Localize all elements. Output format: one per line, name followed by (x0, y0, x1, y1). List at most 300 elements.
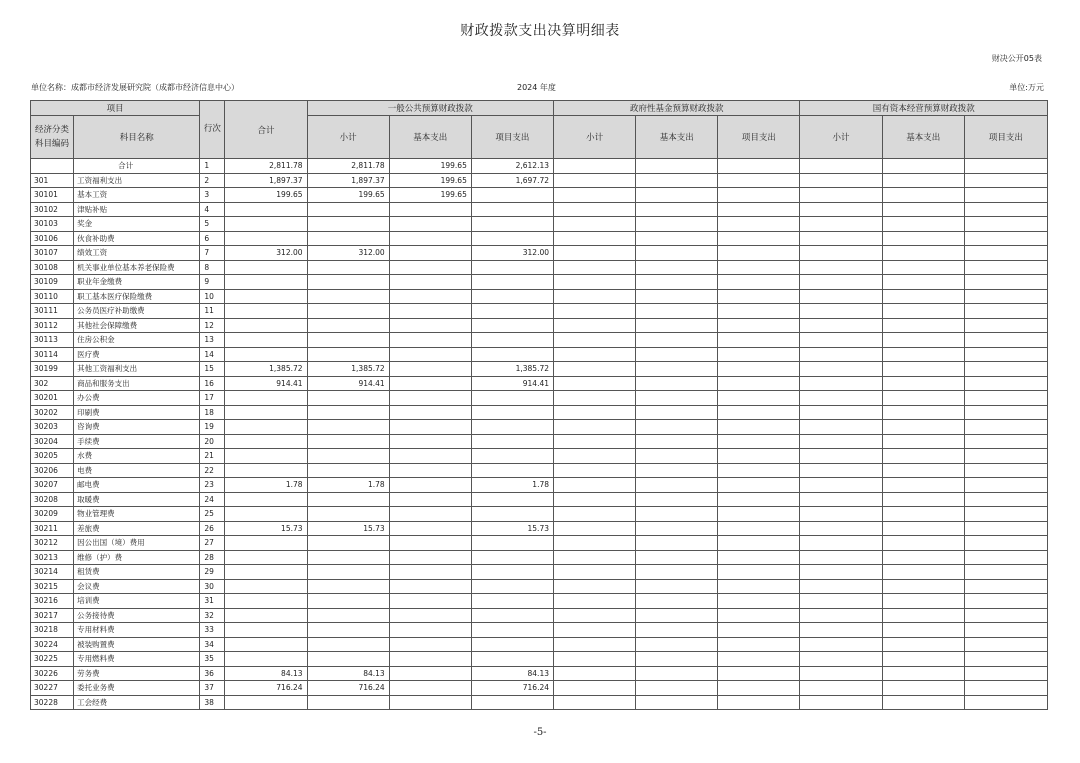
row-general-subtotal (307, 289, 389, 304)
row-total (225, 550, 307, 565)
row-capital-project (964, 565, 1047, 580)
row-total: 199.65 (225, 188, 307, 203)
row-total: 1,385.72 (225, 362, 307, 377)
row-capital-basic (882, 420, 964, 435)
row-fund-basic (636, 173, 718, 188)
row-capital-subtotal (800, 159, 882, 174)
row-capital-subtotal (800, 173, 882, 188)
row-general-project (471, 260, 553, 275)
row-capital-basic (882, 449, 964, 464)
row-general-basic (389, 637, 471, 652)
table-row (31, 637, 1048, 652)
header-capital-project: 项目支出 (964, 116, 1047, 159)
row-number: 26 (200, 521, 225, 536)
row-capital-basic (882, 202, 964, 217)
row-general-subtotal (307, 333, 389, 348)
row-fund-subtotal (554, 695, 636, 710)
row-general-project (471, 652, 553, 667)
row-name: 基本工资 (74, 188, 200, 203)
header-general-basic: 基本支出 (389, 116, 471, 159)
row-total: 914.41 (225, 376, 307, 391)
row-general-project (471, 434, 553, 449)
row-fund-subtotal (554, 391, 636, 406)
row-general-basic (389, 449, 471, 464)
header-general-project: 项目支出 (471, 116, 553, 159)
row-fund-subtotal (554, 376, 636, 391)
table-row (31, 376, 1048, 391)
table-row (31, 565, 1048, 580)
row-total (225, 202, 307, 217)
table-body (31, 159, 1048, 710)
row-name: 商品和服务支出 (74, 376, 200, 391)
table-row (31, 463, 1048, 478)
row-general-basic (389, 347, 471, 362)
row-capital-subtotal (800, 376, 882, 391)
row-code (31, 159, 74, 174)
row-general-basic (389, 478, 471, 493)
row-general-basic (389, 594, 471, 609)
row-fund-subtotal (554, 275, 636, 290)
row-general-subtotal: 1.78 (307, 478, 389, 493)
row-fund-basic (636, 376, 718, 391)
row-name: 专用材料费 (74, 623, 200, 638)
row-fund-subtotal (554, 173, 636, 188)
row-name: 维修（护）费 (74, 550, 200, 565)
row-general-project: 312.00 (471, 246, 553, 261)
row-fund-basic (636, 637, 718, 652)
row-general-basic (389, 579, 471, 594)
row-fund-basic (636, 579, 718, 594)
expenditure-table (30, 100, 1048, 710)
row-general-project (471, 391, 553, 406)
row-total (225, 579, 307, 594)
row-fund-subtotal (554, 565, 636, 580)
row-total: 312.00 (225, 246, 307, 261)
row-total (225, 594, 307, 609)
row-general-subtotal: 312.00 (307, 246, 389, 261)
row-general-basic (389, 695, 471, 710)
header-capital-basic: 基本支出 (882, 116, 964, 159)
row-general-project (471, 536, 553, 551)
row-code: 30107 (31, 246, 74, 261)
form-number: 财决公开05表 (991, 54, 1042, 63)
row-number: 9 (200, 275, 225, 290)
row-number: 21 (200, 449, 225, 464)
row-code: 30216 (31, 594, 74, 609)
row-total (225, 652, 307, 667)
row-general-basic (389, 565, 471, 580)
row-code: 30228 (31, 695, 74, 710)
row-number: 6 (200, 231, 225, 246)
row-capital-subtotal (800, 681, 882, 696)
header-fund-subtotal: 小计 (554, 116, 636, 159)
row-capital-subtotal (800, 289, 882, 304)
row-general-basic (389, 550, 471, 565)
row-general-project: 15.73 (471, 521, 553, 536)
row-general-basic (389, 608, 471, 623)
row-name: 差旅费 (74, 521, 200, 536)
row-general-subtotal (307, 463, 389, 478)
row-general-subtotal (307, 231, 389, 246)
row-number: 27 (200, 536, 225, 551)
header-row-no: 行次 (200, 101, 225, 159)
row-fund-basic (636, 217, 718, 232)
row-code: 30111 (31, 304, 74, 319)
row-fund-basic (636, 594, 718, 609)
row-total (225, 405, 307, 420)
page-number: -5- (533, 727, 547, 738)
row-number: 23 (200, 478, 225, 493)
row-fund-subtotal (554, 260, 636, 275)
row-fund-subtotal (554, 507, 636, 522)
row-fund-project (718, 579, 800, 594)
row-fund-subtotal (554, 652, 636, 667)
row-general-basic (389, 289, 471, 304)
row-total (225, 623, 307, 638)
row-name: 被装购置费 (74, 637, 200, 652)
row-general-project (471, 217, 553, 232)
table-row (31, 507, 1048, 522)
table-row (31, 652, 1048, 667)
table-row (31, 289, 1048, 304)
row-general-project (471, 463, 553, 478)
row-general-subtotal (307, 536, 389, 551)
row-general-basic (389, 492, 471, 507)
row-general-project (471, 333, 553, 348)
report-meta (31, 82, 1048, 94)
row-general-project (471, 637, 553, 652)
row-capital-basic (882, 695, 964, 710)
row-name: 住房公积金 (74, 333, 200, 348)
row-fund-basic (636, 695, 718, 710)
row-code: 30108 (31, 260, 74, 275)
row-code: 30217 (31, 608, 74, 623)
row-fund-subtotal (554, 333, 636, 348)
row-capital-basic (882, 666, 964, 681)
row-number: 18 (200, 405, 225, 420)
row-capital-basic (882, 463, 964, 478)
row-fund-basic (636, 623, 718, 638)
row-capital-subtotal (800, 347, 882, 362)
row-capital-project (964, 376, 1047, 391)
row-capital-basic (882, 188, 964, 203)
row-fund-basic (636, 159, 718, 174)
row-general-basic (389, 260, 471, 275)
row-fund-subtotal (554, 594, 636, 609)
row-capital-subtotal (800, 231, 882, 246)
row-fund-subtotal (554, 362, 636, 377)
row-total (225, 260, 307, 275)
row-general-subtotal (307, 304, 389, 319)
row-capital-basic (882, 275, 964, 290)
row-capital-project (964, 550, 1047, 565)
row-capital-basic (882, 550, 964, 565)
row-number: 20 (200, 434, 225, 449)
row-number: 34 (200, 637, 225, 652)
row-total (225, 608, 307, 623)
row-general-project (471, 188, 553, 203)
row-fund-subtotal (554, 304, 636, 319)
row-capital-project (964, 449, 1047, 464)
row-capital-subtotal (800, 217, 882, 232)
row-general-basic: 199.65 (389, 159, 471, 174)
row-fund-basic (636, 318, 718, 333)
row-general-project: 716.24 (471, 681, 553, 696)
row-fund-project (718, 420, 800, 435)
row-number: 33 (200, 623, 225, 638)
row-general-subtotal: 199.65 (307, 188, 389, 203)
row-capital-project (964, 362, 1047, 377)
row-fund-project (718, 521, 800, 536)
header-fund-project: 项目支出 (718, 116, 800, 159)
row-name: 委托业务费 (74, 681, 200, 696)
row-fund-subtotal (554, 188, 636, 203)
row-number: 3 (200, 188, 225, 203)
row-capital-subtotal (800, 521, 882, 536)
table-row (31, 681, 1048, 696)
table-row (31, 594, 1048, 609)
row-fund-subtotal (554, 681, 636, 696)
row-fund-project (718, 304, 800, 319)
row-general-basic (389, 405, 471, 420)
row-code: 30213 (31, 550, 74, 565)
row-fund-basic (636, 536, 718, 551)
row-general-project (471, 275, 553, 290)
table-row (31, 202, 1048, 217)
row-capital-basic (882, 159, 964, 174)
row-fund-subtotal (554, 623, 636, 638)
table-row (31, 623, 1048, 638)
row-name: 职工基本医疗保险缴费 (74, 289, 200, 304)
row-capital-basic (882, 217, 964, 232)
row-capital-basic (882, 652, 964, 667)
header-gov-fund-budget: 政府性基金预算财政拨款 (554, 101, 800, 116)
row-code: 30201 (31, 391, 74, 406)
header-code: 经济分类科目编码 (31, 116, 74, 159)
row-capital-basic (882, 362, 964, 377)
row-general-subtotal: 15.73 (307, 521, 389, 536)
header-general-budget: 一般公共预算财政拨款 (307, 101, 553, 116)
row-capital-project (964, 666, 1047, 681)
row-general-subtotal (307, 565, 389, 580)
row-total: 1,897.37 (225, 173, 307, 188)
row-capital-basic (882, 623, 964, 638)
row-fund-project (718, 637, 800, 652)
row-fund-basic (636, 434, 718, 449)
row-fund-subtotal (554, 231, 636, 246)
row-capital-subtotal (800, 333, 882, 348)
row-name: 邮电费 (74, 478, 200, 493)
row-code: 30211 (31, 521, 74, 536)
row-code: 30114 (31, 347, 74, 362)
row-name: 津贴补贴 (74, 202, 200, 217)
row-fund-basic (636, 478, 718, 493)
row-fund-subtotal (554, 420, 636, 435)
row-name: 劳务费 (74, 666, 200, 681)
table-row (31, 579, 1048, 594)
row-capital-subtotal (800, 246, 882, 261)
row-number: 28 (200, 550, 225, 565)
row-capital-subtotal (800, 623, 882, 638)
row-number: 38 (200, 695, 225, 710)
row-fund-basic (636, 362, 718, 377)
row-capital-subtotal (800, 478, 882, 493)
row-general-subtotal (307, 318, 389, 333)
row-capital-project (964, 159, 1047, 174)
row-general-project (471, 550, 553, 565)
row-fund-subtotal (554, 666, 636, 681)
row-capital-subtotal (800, 507, 882, 522)
row-capital-subtotal (800, 318, 882, 333)
header-general-subtotal: 小计 (307, 116, 389, 159)
row-general-project (471, 565, 553, 580)
row-general-subtotal: 716.24 (307, 681, 389, 696)
row-fund-project (718, 536, 800, 551)
currency-unit: 单位:万元 (1009, 83, 1044, 92)
row-capital-basic (882, 637, 964, 652)
row-capital-subtotal (800, 420, 882, 435)
row-total: 15.73 (225, 521, 307, 536)
row-general-project (471, 318, 553, 333)
row-name: 因公出国（境）费用 (74, 536, 200, 551)
row-general-project: 1,385.72 (471, 362, 553, 377)
row-fund-basic (636, 492, 718, 507)
row-fund-basic (636, 260, 718, 275)
row-fund-basic (636, 202, 718, 217)
row-code: 30110 (31, 289, 74, 304)
row-general-basic (389, 333, 471, 348)
row-general-subtotal (307, 260, 389, 275)
row-capital-project (964, 304, 1047, 319)
row-general-basic (389, 521, 471, 536)
row-total (225, 391, 307, 406)
row-capital-subtotal (800, 565, 882, 580)
row-capital-basic (882, 492, 964, 507)
row-number: 4 (200, 202, 225, 217)
row-name: 其他工资福利支出 (74, 362, 200, 377)
row-number: 14 (200, 347, 225, 362)
row-general-basic (389, 202, 471, 217)
row-total: 1.78 (225, 478, 307, 493)
row-capital-basic (882, 246, 964, 261)
row-fund-basic (636, 521, 718, 536)
row-capital-subtotal (800, 492, 882, 507)
row-capital-basic (882, 434, 964, 449)
row-general-basic (389, 623, 471, 638)
row-general-basic (389, 507, 471, 522)
row-capital-subtotal (800, 695, 882, 710)
row-fund-project (718, 275, 800, 290)
row-number: 13 (200, 333, 225, 348)
row-name: 取暖费 (74, 492, 200, 507)
table-row (31, 333, 1048, 348)
row-code: 30202 (31, 405, 74, 420)
row-fund-project (718, 173, 800, 188)
row-name: 培训费 (74, 594, 200, 609)
row-fund-project (718, 202, 800, 217)
row-name: 咨询费 (74, 420, 200, 435)
row-fund-project (718, 260, 800, 275)
row-capital-project (964, 695, 1047, 710)
row-general-project: 1.78 (471, 478, 553, 493)
row-number: 22 (200, 463, 225, 478)
row-general-basic (389, 536, 471, 551)
row-fund-subtotal (554, 449, 636, 464)
table-row (31, 536, 1048, 551)
row-capital-project (964, 507, 1047, 522)
row-general-subtotal: 914.41 (307, 376, 389, 391)
row-code: 30112 (31, 318, 74, 333)
row-capital-project (964, 492, 1047, 507)
row-general-subtotal (307, 347, 389, 362)
row-code: 30209 (31, 507, 74, 522)
row-capital-subtotal (800, 202, 882, 217)
row-number: 1 (200, 159, 225, 174)
row-fund-project (718, 347, 800, 362)
row-capital-subtotal (800, 405, 882, 420)
row-general-project (471, 492, 553, 507)
row-capital-project (964, 347, 1047, 362)
row-fund-basic (636, 565, 718, 580)
row-fund-subtotal (554, 608, 636, 623)
row-general-subtotal (307, 637, 389, 652)
row-fund-basic (636, 304, 718, 319)
row-capital-project (964, 217, 1047, 232)
row-fund-basic (636, 463, 718, 478)
page-title: 财政拨款支出决算明细表 (460, 23, 620, 39)
row-capital-subtotal (800, 594, 882, 609)
row-name: 医疗费 (74, 347, 200, 362)
row-total (225, 333, 307, 348)
row-fund-basic (636, 681, 718, 696)
row-fund-basic (636, 391, 718, 406)
row-capital-basic (882, 478, 964, 493)
table-row (31, 492, 1048, 507)
row-total (225, 507, 307, 522)
row-capital-project (964, 318, 1047, 333)
row-general-basic: 199.65 (389, 173, 471, 188)
row-name: 办公费 (74, 391, 200, 406)
row-fund-project (718, 318, 800, 333)
row-total: 716.24 (225, 681, 307, 696)
row-fund-basic (636, 333, 718, 348)
row-fund-project (718, 362, 800, 377)
row-general-subtotal (307, 391, 389, 406)
row-fund-subtotal (554, 217, 636, 232)
row-general-subtotal (307, 594, 389, 609)
row-capital-project (964, 333, 1047, 348)
row-general-subtotal: 2,811.78 (307, 159, 389, 174)
table-row (31, 362, 1048, 377)
row-code: 30204 (31, 434, 74, 449)
row-fund-basic (636, 608, 718, 623)
row-number: 11 (200, 304, 225, 319)
row-fund-basic (636, 405, 718, 420)
row-fund-subtotal (554, 347, 636, 362)
row-total (225, 536, 307, 551)
table-row (31, 666, 1048, 681)
row-general-project (471, 202, 553, 217)
row-code: 30224 (31, 637, 74, 652)
header-item: 项目 (31, 101, 200, 116)
row-number: 31 (200, 594, 225, 609)
row-general-subtotal (307, 405, 389, 420)
table-row (31, 608, 1048, 623)
row-name: 机关事业单位基本养老保险费 (74, 260, 200, 275)
table-row (31, 449, 1048, 464)
row-general-basic (389, 304, 471, 319)
row-general-subtotal (307, 449, 389, 464)
